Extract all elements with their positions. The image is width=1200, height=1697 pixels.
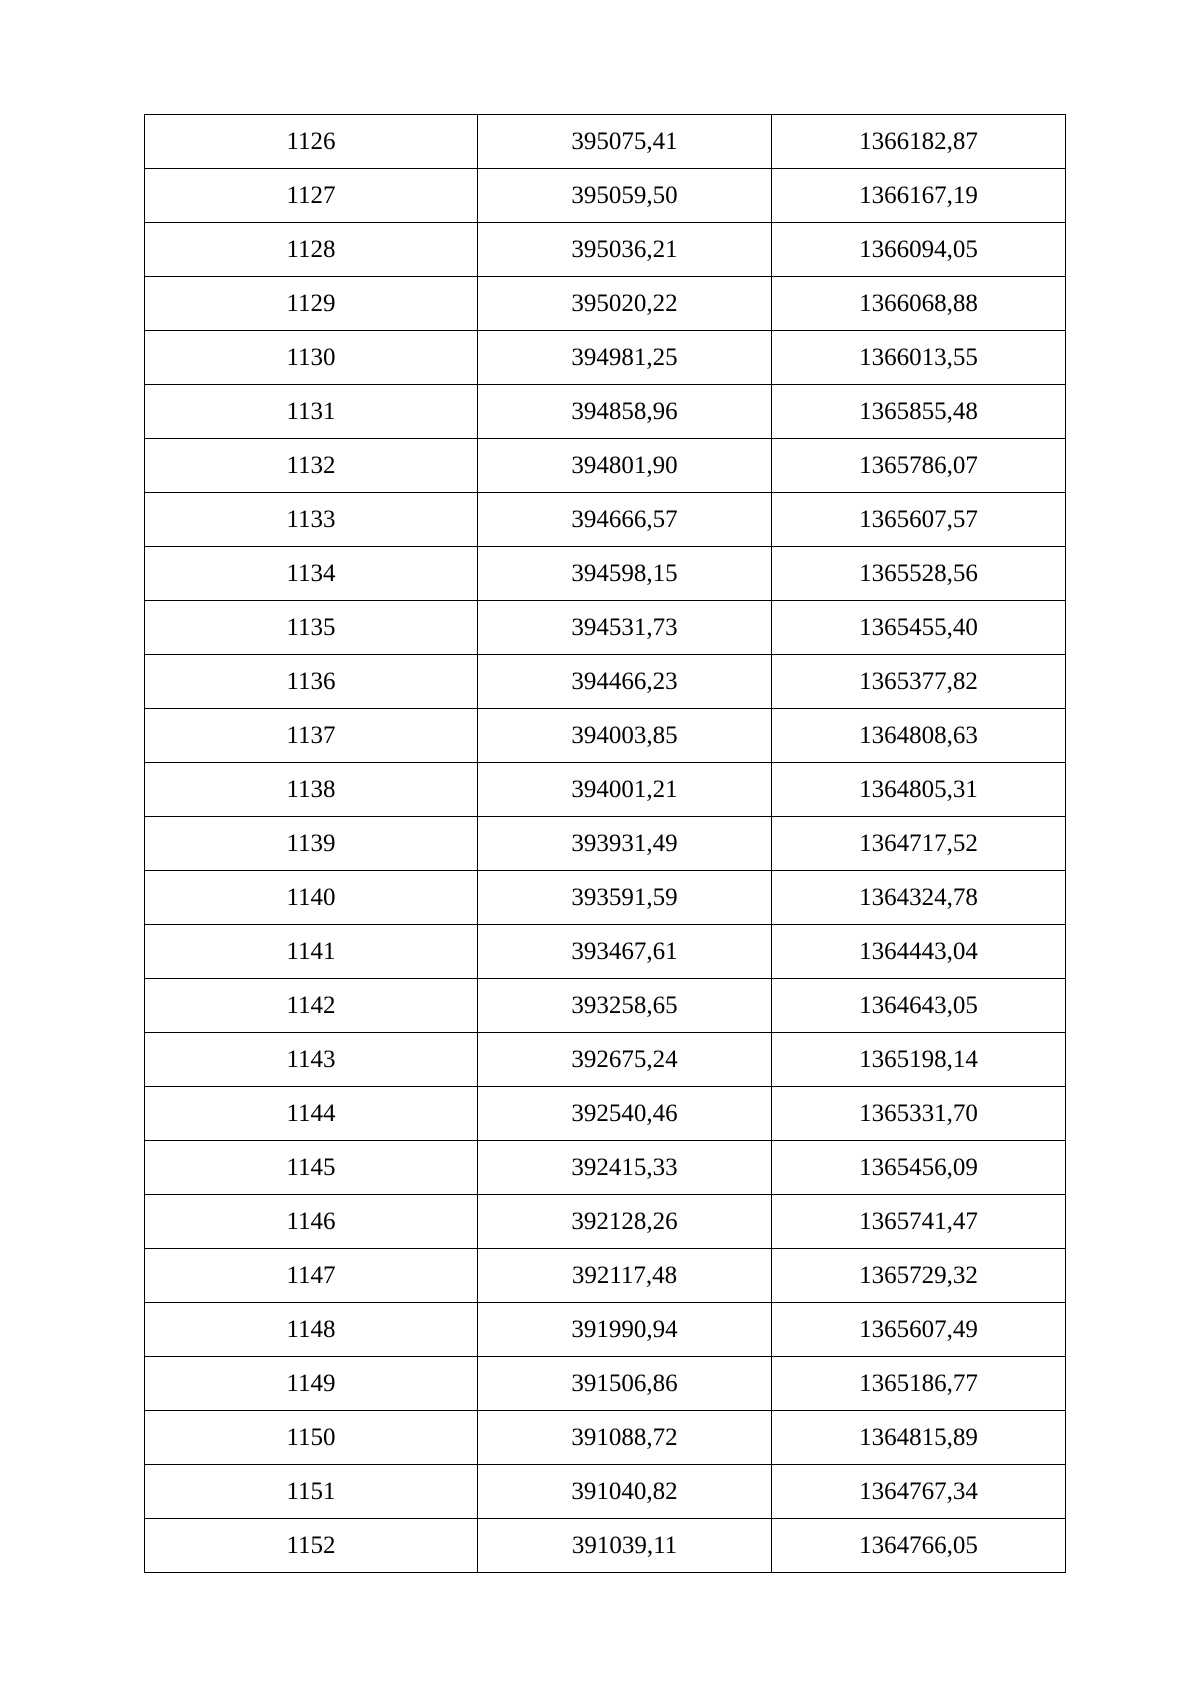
x-coordinate-cell: 393591,59 [478,871,772,925]
table-row [145,277,1066,331]
point-number-cell: 1145 [145,1141,478,1195]
point-number-cell: 1139 [145,817,478,871]
x-coordinate-cell: 394003,85 [478,709,772,763]
x-coordinate-cell: 394598,15 [478,547,772,601]
point-number-cell: 1134 [145,547,478,601]
point-number-cell: 1132 [145,439,478,493]
table-row [145,1195,1066,1249]
y-coordinate-cell: 1364717,52 [772,817,1066,871]
point-number-cell: 1136 [145,655,478,709]
y-coordinate-cell: 1365741,47 [772,1195,1066,1249]
y-coordinate-cell: 1365786,07 [772,439,1066,493]
y-coordinate-cell: 1366068,88 [772,277,1066,331]
x-coordinate-cell: 395036,21 [478,223,772,277]
y-coordinate-cell: 1364808,63 [772,709,1066,763]
table-row [145,763,1066,817]
point-number-cell: 1146 [145,1195,478,1249]
x-coordinate-cell: 393258,65 [478,979,772,1033]
point-number-cell: 1126 [145,115,478,169]
point-number-cell: 1140 [145,871,478,925]
point-number-cell: 1148 [145,1303,478,1357]
x-coordinate-cell: 391040,82 [478,1465,772,1519]
y-coordinate-cell: 1366182,87 [772,115,1066,169]
point-number-cell: 1128 [145,223,478,277]
table-row [145,1465,1066,1519]
coordinates-table [144,114,1066,1573]
point-number-cell: 1142 [145,979,478,1033]
table-row [145,1249,1066,1303]
x-coordinate-cell: 392117,48 [478,1249,772,1303]
x-coordinate-cell: 394801,90 [478,439,772,493]
table-row [145,871,1066,925]
point-number-cell: 1152 [145,1519,478,1573]
point-number-cell: 1143 [145,1033,478,1087]
y-coordinate-cell: 1365186,77 [772,1357,1066,1411]
table-row [145,979,1066,1033]
table-row [145,655,1066,709]
table-row [145,547,1066,601]
y-coordinate-cell: 1364767,34 [772,1465,1066,1519]
point-number-cell: 1129 [145,277,478,331]
y-coordinate-cell: 1366167,19 [772,169,1066,223]
y-coordinate-cell: 1366013,55 [772,331,1066,385]
x-coordinate-cell: 394666,57 [478,493,772,547]
x-coordinate-cell: 391039,11 [478,1519,772,1573]
x-coordinate-cell: 393931,49 [478,817,772,871]
table-row [145,1033,1066,1087]
coordinates-table-body [145,115,1066,1573]
point-number-cell: 1147 [145,1249,478,1303]
table-row [145,493,1066,547]
point-number-cell: 1149 [145,1357,478,1411]
table-row [145,1087,1066,1141]
y-coordinate-cell: 1364324,78 [772,871,1066,925]
y-coordinate-cell: 1365198,14 [772,1033,1066,1087]
y-coordinate-cell: 1365729,32 [772,1249,1066,1303]
table-row [145,1357,1066,1411]
point-number-cell: 1144 [145,1087,478,1141]
table-row [145,331,1066,385]
table-row [145,1303,1066,1357]
table-row [145,385,1066,439]
point-number-cell: 1135 [145,601,478,655]
y-coordinate-cell: 1364815,89 [772,1411,1066,1465]
x-coordinate-cell: 394858,96 [478,385,772,439]
point-number-cell: 1137 [145,709,478,763]
x-coordinate-cell: 391506,86 [478,1357,772,1411]
y-coordinate-cell: 1364643,05 [772,979,1066,1033]
y-coordinate-cell: 1365456,09 [772,1141,1066,1195]
table-row [145,1141,1066,1195]
x-coordinate-cell: 391990,94 [478,1303,772,1357]
table-row [145,925,1066,979]
x-coordinate-cell: 392128,26 [478,1195,772,1249]
x-coordinate-cell: 394981,25 [478,331,772,385]
y-coordinate-cell: 1366094,05 [772,223,1066,277]
x-coordinate-cell: 394531,73 [478,601,772,655]
y-coordinate-cell: 1365331,70 [772,1087,1066,1141]
point-number-cell: 1130 [145,331,478,385]
x-coordinate-cell: 391088,72 [478,1411,772,1465]
table-row [145,169,1066,223]
y-coordinate-cell: 1365855,48 [772,385,1066,439]
point-number-cell: 1151 [145,1465,478,1519]
table-row [145,223,1066,277]
x-coordinate-cell: 395020,22 [478,277,772,331]
y-coordinate-cell: 1365528,56 [772,547,1066,601]
table-row [145,1519,1066,1573]
point-number-cell: 1150 [145,1411,478,1465]
table-row [145,601,1066,655]
point-number-cell: 1131 [145,385,478,439]
y-coordinate-cell: 1364443,04 [772,925,1066,979]
x-coordinate-cell: 392675,24 [478,1033,772,1087]
y-coordinate-cell: 1365607,57 [772,493,1066,547]
point-number-cell: 1133 [145,493,478,547]
x-coordinate-cell: 395059,50 [478,169,772,223]
table-row [145,439,1066,493]
y-coordinate-cell: 1365455,40 [772,601,1066,655]
point-number-cell: 1127 [145,169,478,223]
table-row [145,817,1066,871]
y-coordinate-cell: 1364766,05 [772,1519,1066,1573]
point-number-cell: 1138 [145,763,478,817]
x-coordinate-cell: 395075,41 [478,115,772,169]
x-coordinate-cell: 394001,21 [478,763,772,817]
y-coordinate-cell: 1364805,31 [772,763,1066,817]
y-coordinate-cell: 1365377,82 [772,655,1066,709]
x-coordinate-cell: 392415,33 [478,1141,772,1195]
table-row [145,115,1066,169]
y-coordinate-cell: 1365607,49 [772,1303,1066,1357]
x-coordinate-cell: 394466,23 [478,655,772,709]
table-row [145,709,1066,763]
x-coordinate-cell: 392540,46 [478,1087,772,1141]
point-number-cell: 1141 [145,925,478,979]
x-coordinate-cell: 393467,61 [478,925,772,979]
table-row [145,1411,1066,1465]
